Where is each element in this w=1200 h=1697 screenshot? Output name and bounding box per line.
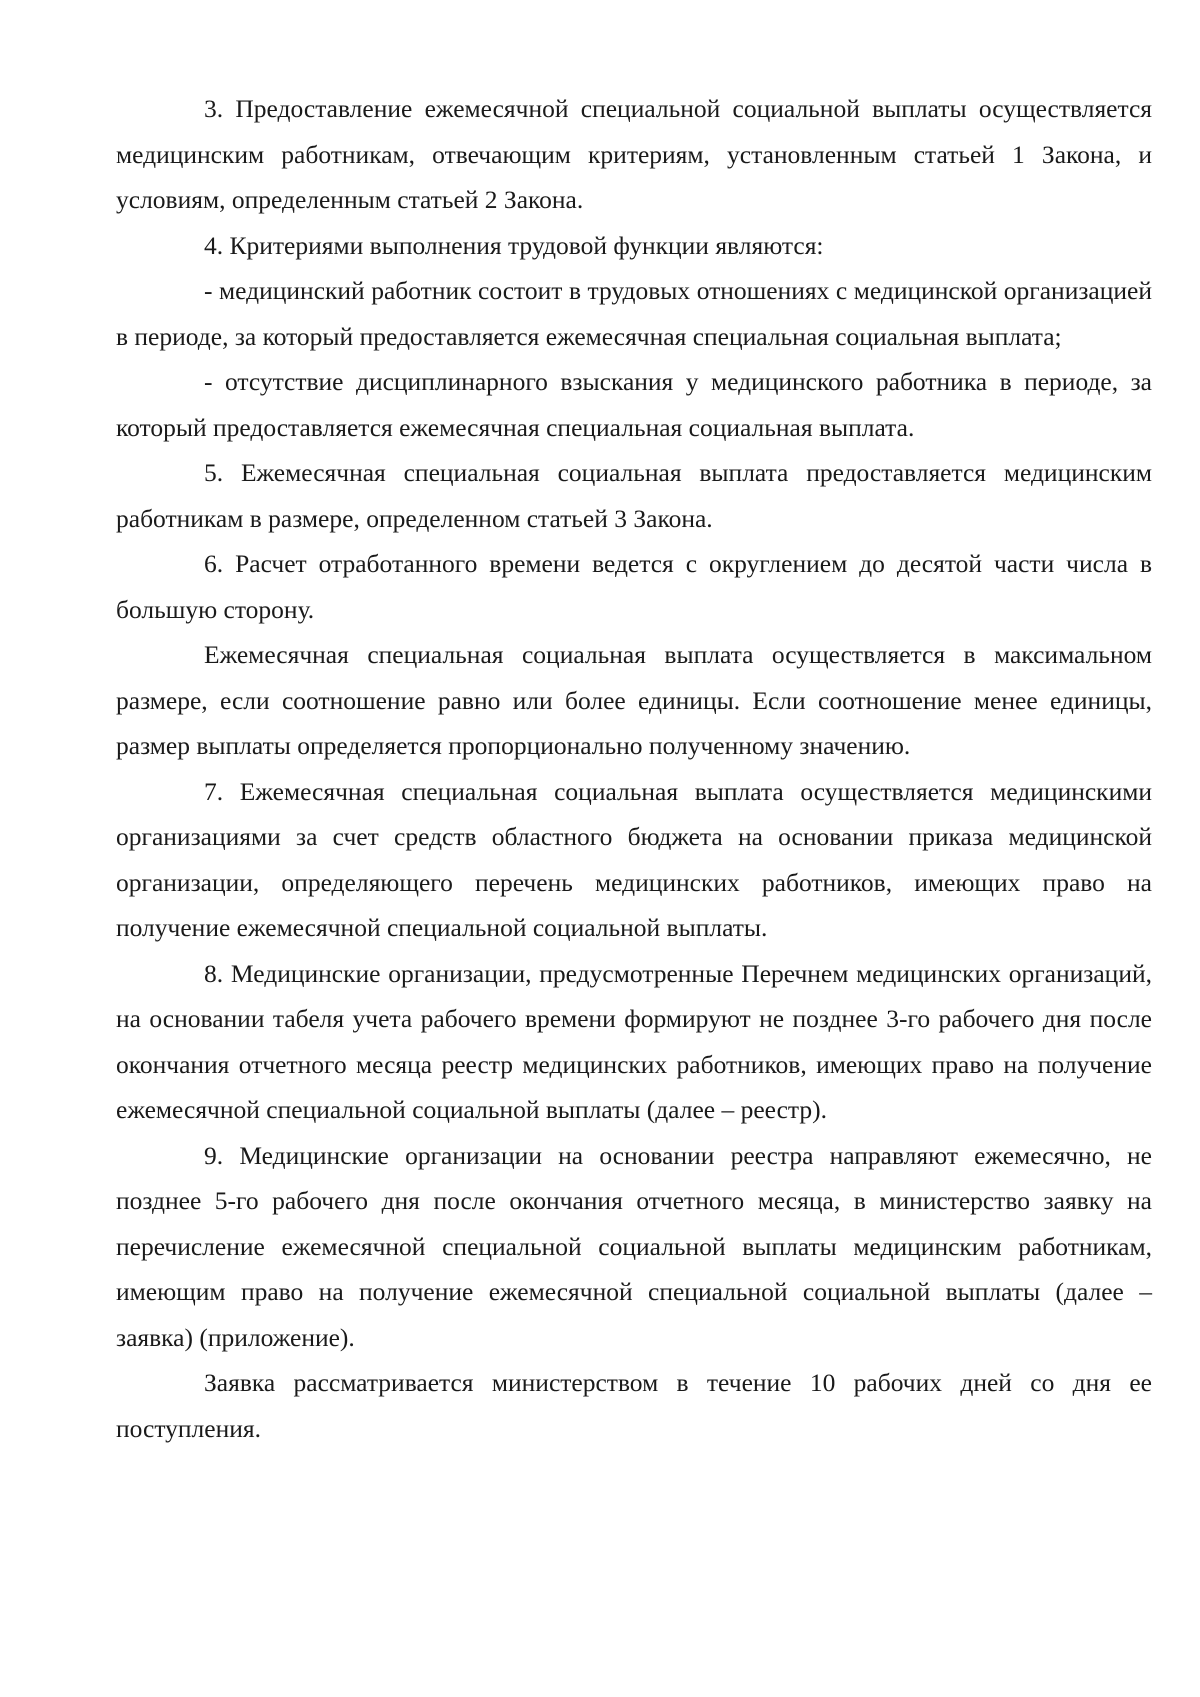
paragraph-item-5: 5. Ежемесячная специальная социальная выплата предоставляется медицинским работникам в размере, определенном статьей 3 Закона. (116, 458, 1152, 533)
paragraph-item-3: 3. Предоставление ежемесячной специальной социальной выплаты осуществляется медицинским работникам, отвечающим критериям, установленным статьей 1 Закона, и условиям, определенным статьей 2 Закона. (116, 94, 1152, 214)
document-page (116, 86, 1152, 1451)
paragraph-item-9-continued: Заявка рассматривается министерством в течение 10 рабочих дней со дня ее поступления. (116, 1368, 1152, 1443)
paragraph-criterion-no-disciplinary: - отсутствие дисциплинарного взыскания у медицинского работника в периоде, за который предоставляется ежемесячная специальная социальная выплата. (116, 367, 1152, 442)
paragraph-item-9: 9. Медицинские организации на основании реестра направляют ежемесячно, не позднее 5-го рабочего дня после окончания отчетного месяца, в министерство заявку на перечисление ежемесячной специальной социальной выплаты медицинским работникам, имеющим право на получение ежемесячной специальной социальной выплаты (далее – заявка) (приложение). (116, 1140, 1152, 1352)
paragraph-item-8: 8. Медицинские организации, предусмотренные Перечнем медицинских организаций, на основании табеля учета рабочего времени формируют не позднее 3-го рабочего дня после окончания отчетного месяца реестр медицинских работников, имеющих право на получение ежемесячной специальной социальной выплаты (далее – реестр). (116, 958, 1152, 1124)
paragraph-item-6-continued: Ежемесячная специальная социальная выплата осуществляется в максимальном размере, если соотношение равно или более единицы. Если соотношение менее единицы, размер выплаты определяется пропорционально полученному значению. (116, 640, 1152, 760)
paragraph-item-7: 7. Ежемесячная специальная социальная выплата осуществляется медицинскими организациями за счет средств областного бюджета на основании приказа медицинской организации, определяющего перечень медицинских работников, имеющих право на получение ежемесячной специальной социальной выплаты. (116, 776, 1152, 942)
paragraph-item-4: 4. Критериями выполнения трудовой функции являются: (204, 230, 824, 260)
paragraph-criterion-employment: - медицинский работник состоит в трудовых отношениях с медицинской организацией в периоде, за который предоставляется ежемесячная специальная социальная выплата; (116, 276, 1152, 351)
paragraph-item-6: 6. Расчет отработанного времени ведется с округлением до десятой части числа в большую сторону. (116, 549, 1152, 624)
